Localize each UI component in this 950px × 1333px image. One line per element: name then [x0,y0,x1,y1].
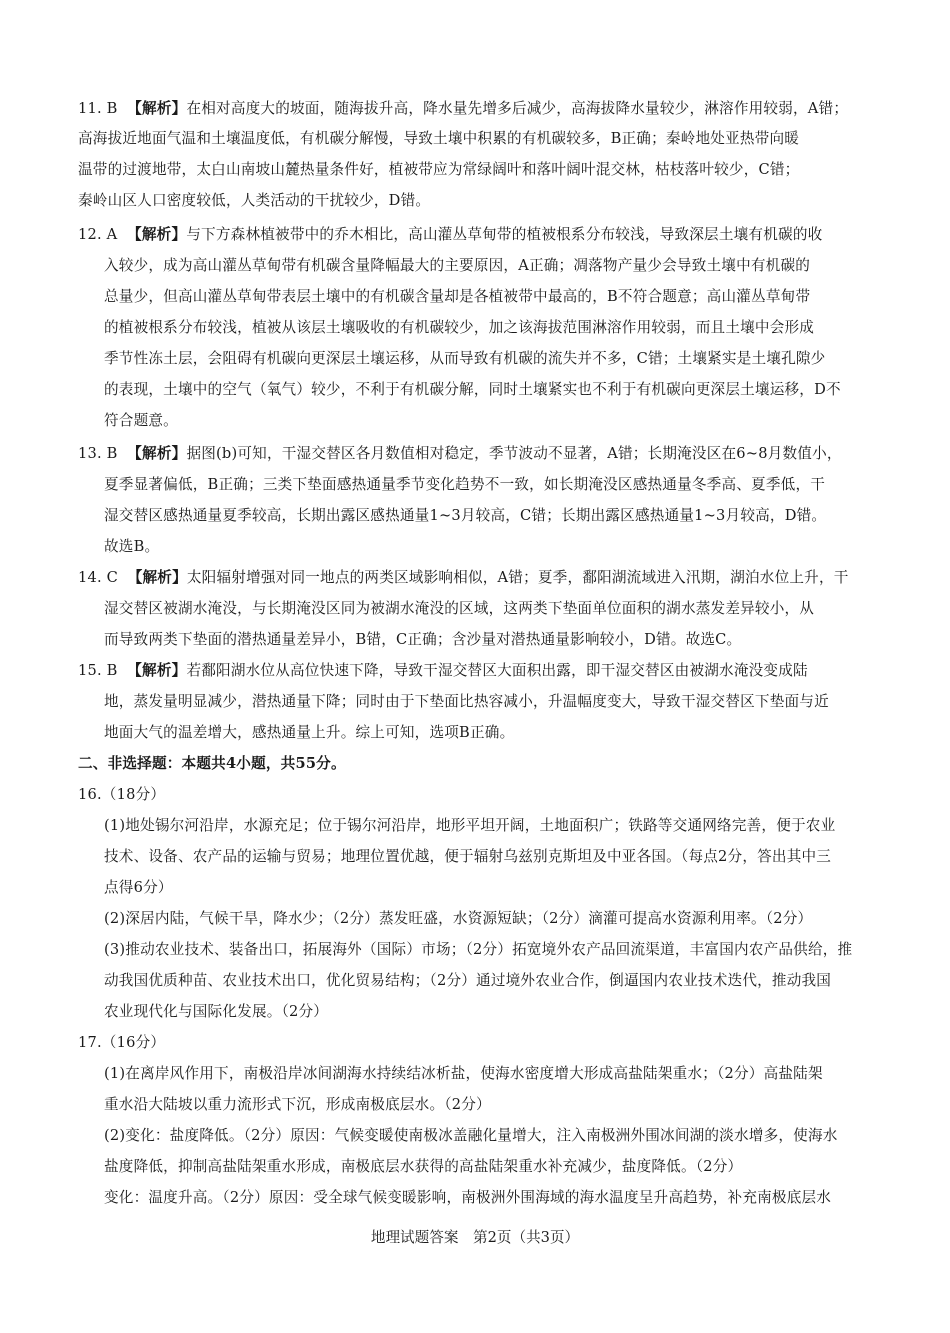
q17-line-5: 变化：温度升高。（2分）原因：受全球气候变暖影响，南极洲外围海域的海水温度呈升高趋势，补充南极底层水 [104,1189,832,1206]
analysis-tag: 【解析】 [127,445,187,462]
question-17-header: 17.（16分） [78,1034,166,1051]
answer-14-line-1: 14. C 【解析】太阳辐射增强对同一地点的两类区域影响相似，A错；夏季，鄱阳湖流域进入汛期，湖泊水位上升，干 [78,569,849,586]
analysis-tag: 【解析】 [127,569,187,586]
answer-11-line-1: 11. B 【解析】在相对高度大的坡面，随海拔升高，降水量先增多后减少，高海拔降水量较少，淋溶作用较弱，A错； [78,100,849,117]
analysis-tag: 【解析】 [127,100,187,117]
answer-13-line-4: 故选B。 [104,538,160,555]
answer-11-number: 11. B [78,100,118,117]
q16-line-6: 动我国优质种苗、农业技术出口，优化贸易结构；（2分）通过境外农业合作，倒逼国内农业技术迭代，推动我国 [104,972,832,989]
answer-14-line-3: 而导致两类下垫面的潜热通量差异小，B错，C正确；含沙量对潜热通量影响较小，D错。故选C。 [104,631,742,648]
q16-line-3: 点得6分） [104,879,173,896]
answer-12-line-1: 12. A 【解析】与下方森林植被带中的乔木相比，高山灌丛草甸带的植被根系分布较浅，导致深层土壤有机碳的收 [78,226,823,243]
answer-12-number: 12. A [78,226,118,243]
answer-13-number: 13. B [78,445,118,462]
answer-12-line-6: 的表现，土壤中的空气（氧气）较少，不利于有机碳分解，同时土壤紧实也不利于有机碳向更深层土壤运移，D不 [104,381,841,398]
q17-line-3: (2)变化：盐度降低。（2分）原因：气候变暖使南极冰盖融化量增大，注入南极洲外围冰间湖的淡水增多，使海水 [104,1127,838,1144]
q17-line-2: 重水沿大陆坡以重力流形式下沉，形成南极底层水。（2分） [104,1096,491,1113]
answer-12-line-4: 的植被根系分布较浅，植被从该层土壤吸收的有机碳较少，加之该海拔范围淋溶作用较弱，而且土壤中会形成 [104,319,815,336]
answer-12-line-2: 入较少，成为高山灌丛草甸带有机碳含量降幅最大的主要原因，A正确；凋落物产量少会导致土壤中有机碳的 [104,257,811,274]
answer-15-number: 15. B [78,662,118,679]
answer-11-line-4: 秦岭山区人口密度较低，人类活动的干扰较少，D错。 [78,192,431,209]
section-heading: 二、非选择题：本题共4小题，共55分。 [78,755,346,772]
answer-15-line-1: 15. B 【解析】若鄱阳湖水位从高位快速下降，导致干湿交替区大面积出露，即干湿交替区由被湖水淹没变成陆 [78,662,808,679]
answer-12-line-5: 季节性冻土层，会阻碍有机碳向更深层土壤运移，从而导致有机碳的流失并不多，C错；土壤紧实是土壤孔隙少 [104,350,826,367]
q16-line-5: (3)推动农业技术、装备出口，拓展海外（国际）市场；（2分）拓宽境外农产品回流渠道，丰富国内农产品供给，推 [104,941,853,958]
q17-line-1: (1)在离岸风作用下，南极沿岸冰间湖海水持续结冰析盐，使海水密度增大形成高盐陆架重水；（2分）高盐陆架 [104,1065,823,1082]
analysis-tag: 【解析】 [127,662,187,679]
answer-11-line-3: 温带的过渡地带，太白山南坡山麓热量条件好，植被带应为常绿阔叶和落叶阔叶混交林，枯枝落叶较少，C错； [78,161,800,178]
answer-13-line-1: 13. B 【解析】据图(b)可知，干湿交替区各月数值相对稳定，季节波动不显著，A错；长期淹没区在6~8月数值小， [78,445,842,462]
answer-14-number: 14. C [78,569,119,586]
q16-line-2: 技术、设备、农产品的运输与贸易；地理位置优越，便于辐射乌兹别克斯坦及中亚各国。（每点2分，答出其中三 [104,848,832,865]
answer-12-line-7: 符合题意。 [104,412,178,429]
q17-line-4: 盐度降低，抑制高盐陆架重水形成，南极底层水获得的高盐陆架重水补充减少，盐度降低。（2分） [104,1158,743,1175]
answer-13-line-2: 夏季显著偏低，B正确；三类下垫面感热通量季节变化趋势不一致，如长期淹没区感热通量冬季高、夏季低，干 [104,476,826,493]
answer-15-line-3: 地面大气的温差增大，感热通量上升。综上可知，选项B正确。 [104,724,515,741]
answer-13-line-3: 湿交替区感热通量夏季较高，长期出露区感热通量1~3月较高，C错；长期出露区感热通量1~3月较高，D错。 [104,507,827,524]
q16-line-4: (2)深居内陆，气候干旱，降水少；（2分）蒸发旺盛，水资源短缺；（2分）滴灌可提高水资源利用率。（2分） [104,910,813,927]
answer-14-line-2: 湿交替区被湖水淹没，与长期淹没区同为被湖水淹没的区域，这两类下垫面单位面积的湖水蒸发差异较小，从 [104,600,815,617]
page-footer: 地理试题答案 第2页（共3页） [370,1229,580,1246]
answer-11-line-2: 高海拔近地面气温和土壤温度低，有机碳分解慢，导致土壤中积累的有机碳较多，B正确；秦岭地处亚热带向暖 [78,130,800,147]
q16-line-7: 农业现代化与国际化发展。（2分） [104,1003,329,1020]
answer-12-line-3: 总量少，但高山灌丛草甸带表层土壤中的有机碳含量却是各植被带中最高的，B不符合题意；高山灌丛草甸带 [104,288,811,305]
q16-line-1: (1)地处锡尔河沿岸，水源充足；位于锡尔河沿岸，地形平坦开阔，土地面积广；铁路等交通网络完善，便于农业 [104,817,836,834]
question-16-header: 16.（18分） [78,786,166,803]
analysis-tag: 【解析】 [127,226,187,243]
answer-15-line-2: 地，蒸发量明显减少，潜热通量下降；同时由于下垫面比热容减小，升温幅度变大，导致干湿交替区下垫面与近 [104,693,829,710]
